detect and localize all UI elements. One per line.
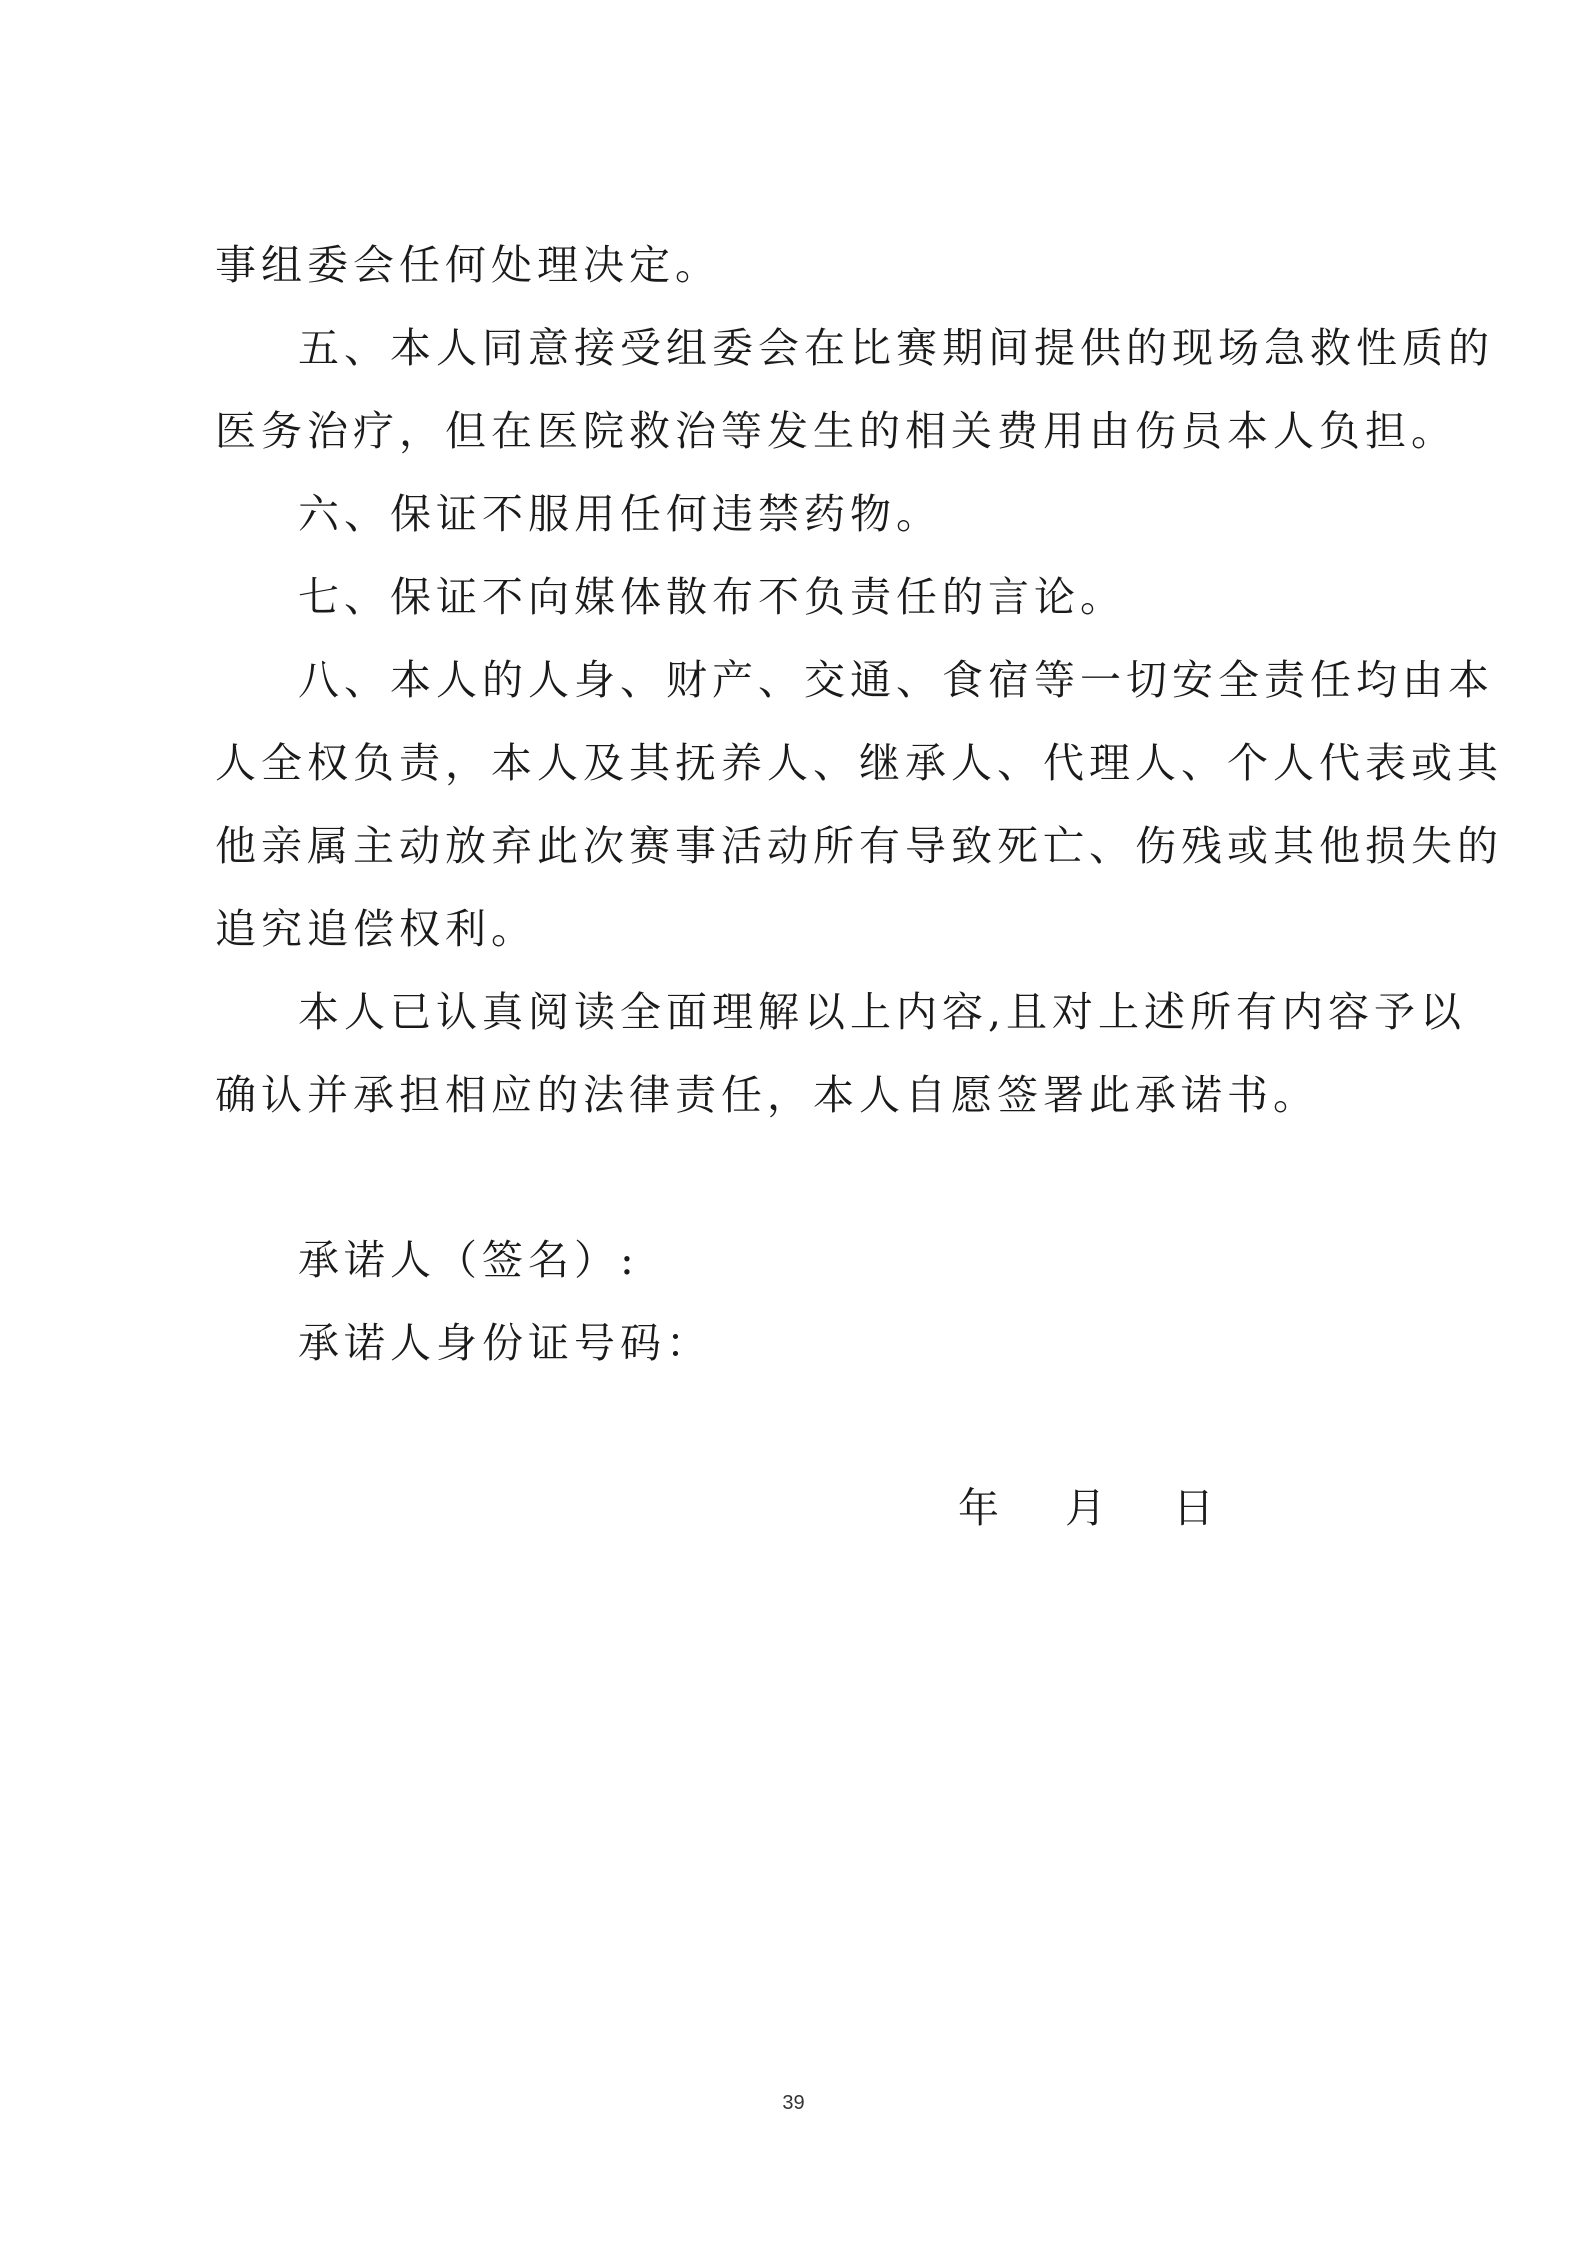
paragraph-8-line-1: 八、本人的人身、财产、交通、食宿等一切安全责任均由本 [298, 656, 1494, 704]
paragraph-7: 七、保证不向媒体散布不负责任的言论。 [298, 573, 1126, 621]
paragraph-8-line-2: 人全权负责，本人及其抚养人、继承人、代理人、个人代表或其 [215, 739, 1503, 787]
paragraph-6: 六、保证不服用任何违禁药物。 [298, 490, 942, 538]
paragraph-9-line-1: 本人已认真阅读全面理解以上内容,且对上述所有内容予以 [298, 988, 1467, 1036]
signature-name-label: 承诺人（签名）: [298, 1236, 639, 1284]
paragraph-8-line-3: 他亲属主动放弃此次赛事活动所有导致死亡、伤残或其他损失的 [215, 822, 1503, 870]
page-number: 39 [782, 2092, 805, 2114]
paragraph-5-line-2: 医务治疗，但在医院救治等发生的相关费用由伤员本人负担。 [215, 407, 1457, 455]
date-month-label: 月 [1065, 1484, 1106, 1532]
paragraph-8-line-4: 追究追偿权利。 [215, 905, 537, 953]
date-day-label: 日 [1173, 1484, 1214, 1532]
paragraph-4-tail: 事组委会任何处理决定。 [215, 241, 721, 289]
paragraph-5-line-1: 五、本人同意接受组委会在比赛期间提供的现场急救性质的 [298, 324, 1494, 372]
date-year-label: 年 [958, 1484, 999, 1532]
paragraph-9-line-2: 确认并承担相应的法律责任，本人自愿签署此承诺书。 [215, 1071, 1319, 1119]
signature-id-label: 承诺人身份证号码： [298, 1319, 712, 1367]
